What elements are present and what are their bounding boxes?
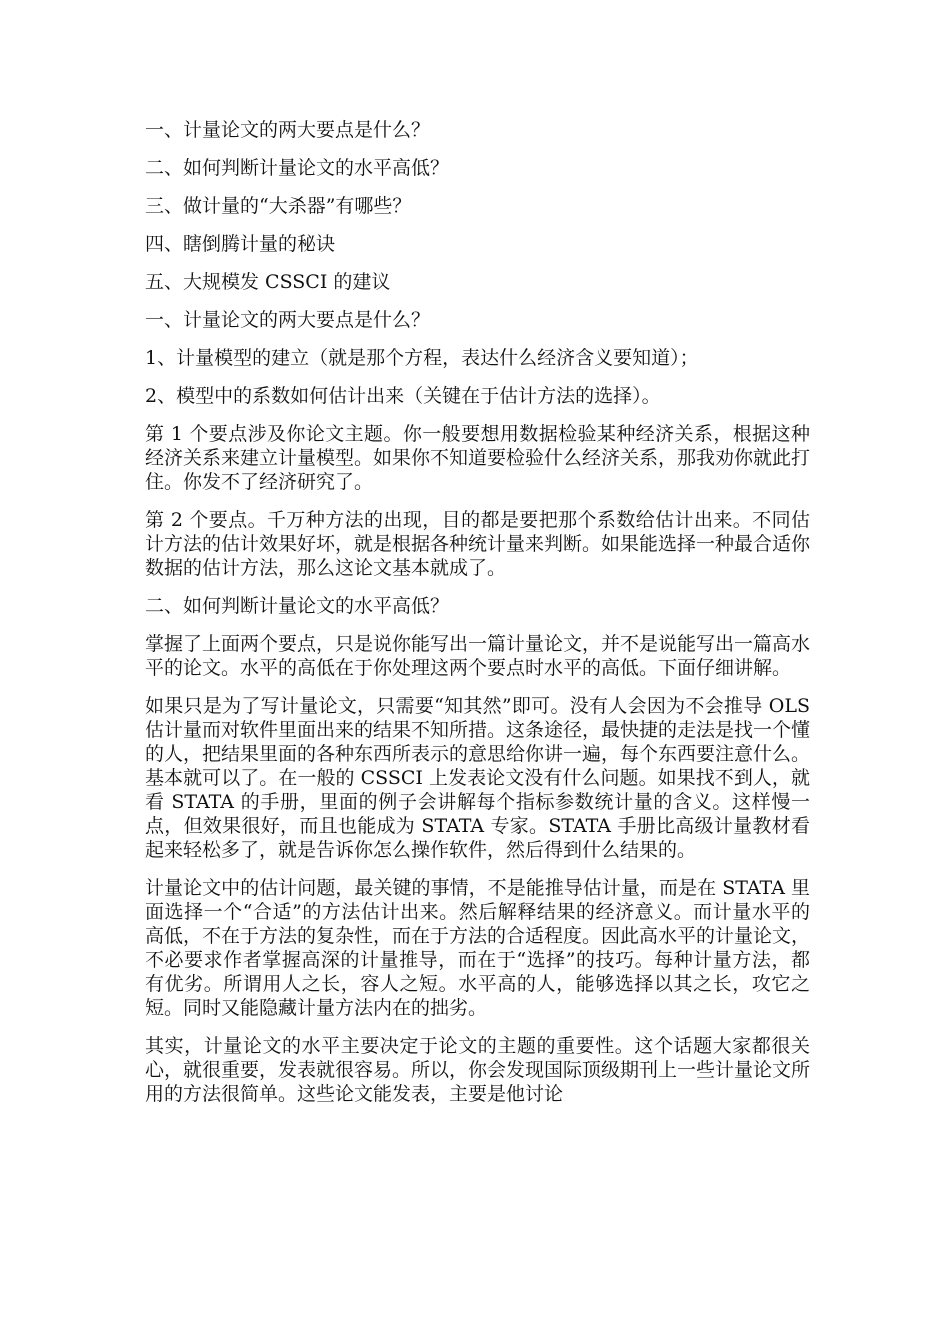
paragraph-intro: 掌握了上面两个要点，只是说你能写出一篇计量论文，并不是说能写出一篇高水平的论文。水平的高低在于你处理这两个要点时水平的高低。下面仔细讲解。 bbox=[145, 633, 811, 679]
toc-item-3: 三、做计量的“大杀器”有哪些？ bbox=[145, 195, 412, 217]
toc-item-2: 二、如何判断计量论文的水平高低？ bbox=[145, 157, 450, 179]
section-heading-1: 一、计量论文的两大要点是什么？ bbox=[145, 309, 431, 331]
toc-item-1: 一、计量论文的两大要点是什么？ bbox=[145, 119, 431, 141]
paragraph-stata: 如果只是为了写计量论文，只需要“知其然”即可。没有人会因为不会推导 OLS 估计量而对软件里面出来的结果不知所措。这条途径，最快捷的走法是找一个懂的人，把结果里面的各种东西所表示的意思给你讲一遍，每个东西要注意什么。基本就可以了。在一般的 CSSCI 上发表论文没有什么问题。如果找不到人，就看 STATA 的手册，里面的例子会讲解每个指标参数统计量的含义。这样慢一点，但效果很好，而且也能成为 STATA 专家。STATA 手册比高级计量教材看起来轻松多了，就是告诉你怎么操作软件，然后得到什么结果的。 bbox=[145, 695, 811, 861]
toc-item-4: 四、瞎倒腾计量的秘诀 bbox=[145, 233, 336, 255]
paragraph-topic: 其实，计量论文的水平主要决定于论文的主题的重要性。这个话题大家都很关心，就很重要，发表就很容易。所以，你会发现国际顶级期刊上一些计量论文所用的方法很简单。这些论文能发表，主要是他讨论 bbox=[145, 1035, 811, 1105]
list-item-1: 1、计量模型的建立（就是那个方程，表达什么经济含义要知道）； bbox=[145, 347, 699, 369]
paragraph-point-1: 第 1 个要点涉及你论文主题。你一般要想用数据检验某种经济关系，根据这种经济关系来建立计量模型。如果你不知道要检验什么经济关系，那我劝你就此打住。你发不了经济研究了。 bbox=[145, 423, 811, 493]
section-heading-2: 二、如何判断计量论文的水平高低？ bbox=[145, 595, 450, 617]
list-item-2: 2、模型中的系数如何估计出来（关键在于估计方法的选择）。 bbox=[145, 385, 661, 407]
toc-item-5: 五、大规模发 CSSCI 的建议 bbox=[145, 271, 391, 293]
document-page bbox=[145, 118, 810, 1120]
paragraph-point-2: 第 2 个要点。千万种方法的出现，目的都是要把那个系数给估计出来。不同估计方法的估计效果好坏，就是根据各种统计量来判断。如果能选择一种最合适你数据的估计方法，那么这论文基本就成了。 bbox=[145, 509, 811, 579]
paragraph-estimation: 计量论文中的估计问题，最关键的事情，不是能推导估计量，而是在 STATA 里面选择一个“合适”的方法估计出来。然后解释结果的经济意义。而计量水平的高低，不在于方法的复杂性，而在于方法的合适程度。因此高水平的计量论文，不必要求作者掌握高深的计量推导，而在于“选择”的技巧。每种计量方法，都有优劣。所谓用人之长，容人之短。水平高的人，能够选择以其之长，攻它之短。同时又能隐藏计量方法内在的拙劣。 bbox=[145, 877, 811, 1019]
